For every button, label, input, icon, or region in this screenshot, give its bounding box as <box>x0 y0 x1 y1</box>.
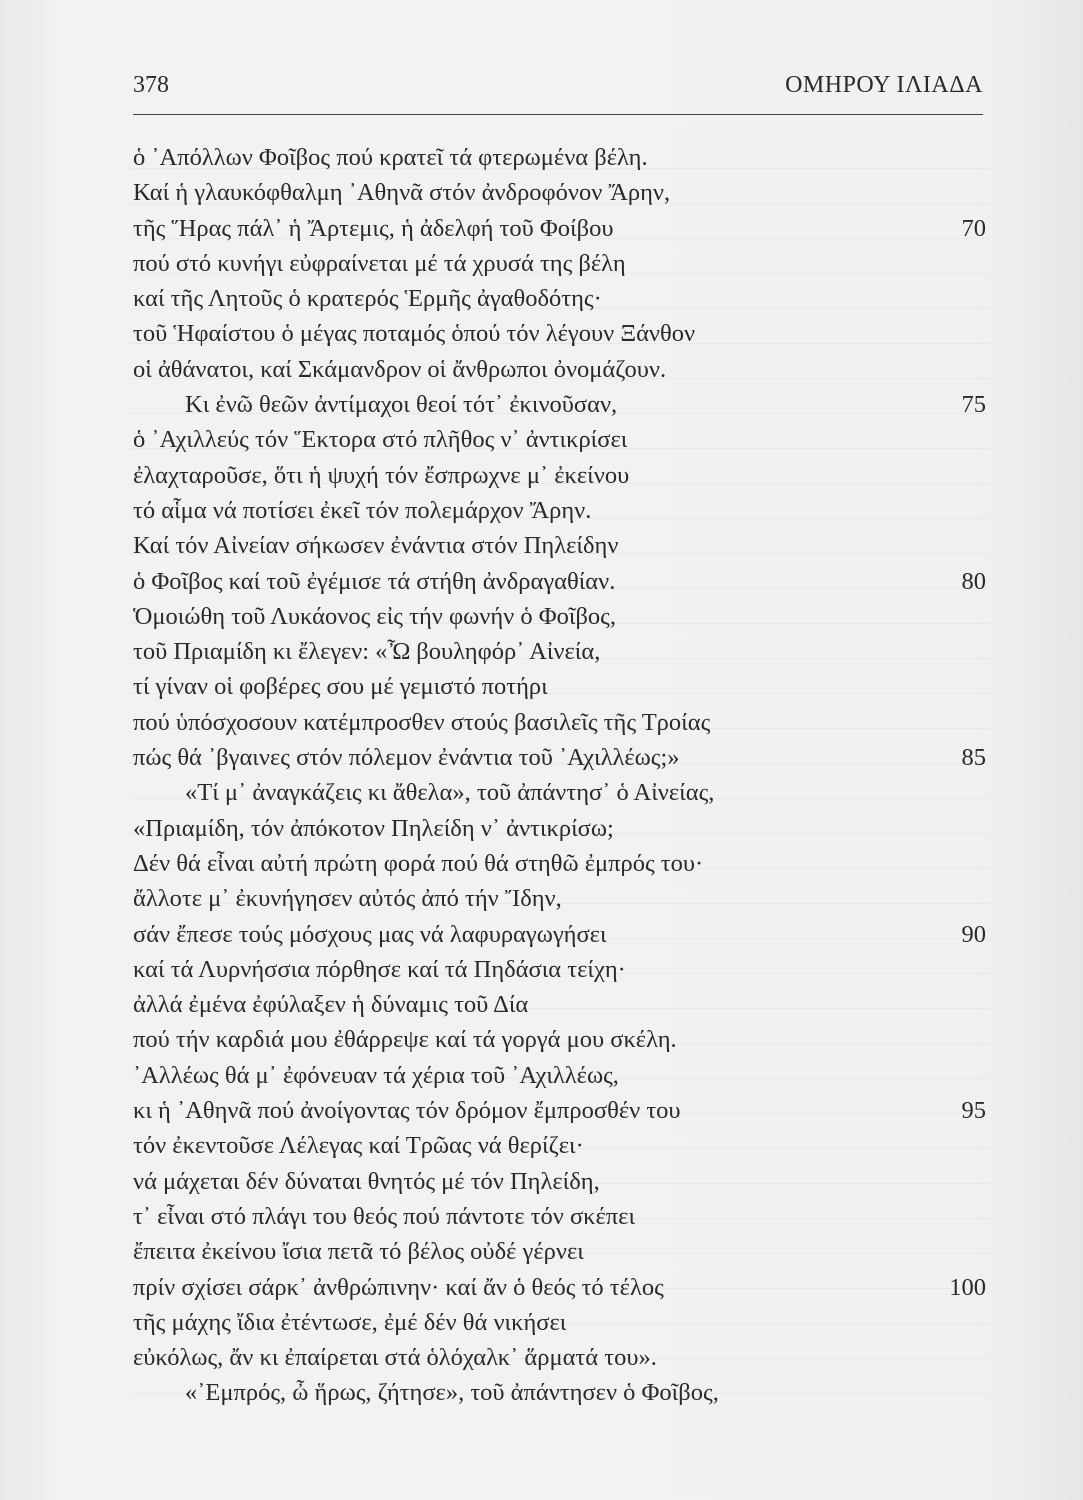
verse-text: τί γίναν οἱ φοβέρες σου μέ γεμιστό ποτήρι <box>133 673 548 701</box>
verse-text: πρίν σχίσει σάρκ᾿ ἀνθρώπινην· καί ἄν ὁ θεός τό τέλος <box>133 1273 664 1301</box>
verse-line <box>133 775 986 810</box>
verse-line <box>133 175 986 210</box>
verse-line <box>133 811 986 846</box>
verse-line <box>133 316 986 351</box>
running-title: ΟΜΗΡΟΥ ΙΛΙΑΔΑ <box>785 72 983 98</box>
verse-text: Καί τόν Αἰνείαν σήκωσεν ἐνάντια στόν Πηλείδην <box>133 532 619 560</box>
verse-text: εὐκόλως, ἄν κι ἐπαίρεται στά ὁλόχαλκ᾿ ἅρματά του». <box>133 1344 657 1372</box>
verse-line <box>133 1234 986 1269</box>
verse-block <box>133 140 986 1411</box>
verse-line <box>133 352 986 387</box>
verse-line <box>133 1199 986 1234</box>
verse-text: Ὁμοιώθη τοῦ Λυκάονος εἰς τήν φωνήν ὁ Φοῖβος, <box>133 602 617 630</box>
verse-text: Δέν θά εἶναι αὐτή πρώτη φορά πού θά στηθῶ ἐμπρός του· <box>133 849 704 877</box>
line-number: 75 <box>961 391 986 419</box>
line-number: 90 <box>961 920 986 948</box>
verse-line <box>133 952 986 987</box>
verse-text: ἐλαχταροῦσε, ὅτι ἡ ψυχή τόν ἔσπρωχνε μ᾿ ἐκείνου <box>133 461 630 489</box>
verse-line <box>133 599 986 634</box>
verse-text: τοῦ Ἡφαίστου ὁ μέγας ποταμός ὁπού τόν λέγουν Ξάνθον <box>133 320 696 348</box>
verse-text: οἱ ἀθάνατοι, καί Σκάμανδρον οἱ ἄνθρωποι ὀνομάζουν. <box>133 355 667 383</box>
verse-text: τῆς Ἥρας πάλ᾿ ἡ Ἄρτεμις, ἡ ἀδελφή τοῦ Φοίβου <box>133 214 614 242</box>
verse-line <box>133 458 986 493</box>
verse-text: τοῦ Πριαμίδη κι ἔλεγεν: «Ὦ βουληφόρ᾿ Αἰνεία, <box>133 638 601 666</box>
verse-line <box>133 1375 986 1410</box>
verse-text: ὁ ᾿Απόλλων Φοῖβος πού κρατεῖ τά φτερωμένα βέλη. <box>133 144 648 171</box>
verse-text: τῆς μάχης ἴδια ἐτέντωσε, ἐμέ δέν θά νικήσει <box>133 1308 567 1336</box>
verse-text: καί τῆς Λητοῦς ὁ κρατερός Ἑρμῆς ἀγαθοδότης· <box>133 285 602 313</box>
page-number: 378 <box>133 72 169 98</box>
verse-line <box>133 917 986 952</box>
page-header <box>133 72 983 104</box>
verse-line <box>133 740 986 775</box>
verse-line <box>133 211 986 246</box>
verse-text: Κι ἐνῶ θεῶν ἀντίμαχοι θεοί τότ᾿ ἐκινοῦσαν, <box>185 391 618 419</box>
verse-text: τό αἷμα νά ποτίσει ἐκεῖ τόν πολεμάρχον Ἄρην. <box>133 496 592 524</box>
verse-text: νά μάχεται δέν δύναται θνητός μέ τόν Πηλείδη, <box>133 1167 600 1195</box>
verse-line <box>133 493 986 528</box>
verse-text: ὁ Φοῖβος καί τοῦ ἐγέμισε τά στήθη ἀνδραγαθίαν. <box>133 567 616 595</box>
line-number: 70 <box>961 214 986 242</box>
line-number: 85 <box>961 744 986 772</box>
verse-line <box>133 987 986 1022</box>
verse-text: «Τί μ᾿ ἀναγκάζεις κι ἄθελα», τοῦ ἀπάντησ᾿ ὁ Αἰνείας, <box>185 779 715 807</box>
verse-line <box>133 422 986 457</box>
line-number: 95 <box>961 1097 986 1125</box>
verse-line <box>133 246 986 281</box>
verse-text: ἔπειτα ἐκείνου ἴσια πετᾶ τό βέλος οὐδέ γέρνει <box>133 1238 584 1266</box>
verse-text: ἀλλά ἐμένα ἐφύλαξεν ἡ δύναμις τοῦ Δία <box>133 991 529 1019</box>
verse-line <box>133 140 986 175</box>
verse-line <box>133 1058 986 1093</box>
verse-line <box>133 634 986 669</box>
verse-text: πού τήν καρδιά μου ἐθάρρεψε καί τά γοργά μου σκέλη. <box>133 1026 677 1054</box>
verse-line <box>133 1164 986 1199</box>
verse-line <box>133 705 986 740</box>
verse-text: Καί ἡ γλαυκόφθαλμη ᾿Αθηνᾶ στόν ἀνδροφόνον Ἄρην, <box>133 179 671 207</box>
verse-text: πώς θά ᾿βγαινες στόν πόλεμον ἐνάντια τοῦ ᾿Αχιλλέως;» <box>133 744 680 772</box>
verse-text: «᾿Εμπρός, ὦ ἥρως, ζήτησε», τοῦ ἀπάντησεν ὁ Φοῖβος, <box>185 1379 719 1407</box>
verse-line <box>133 1305 986 1340</box>
verse-text: «Πριαμίδη, τόν ἀπόκοτον Πηλείδη ν᾿ ἀντικρίσω; <box>133 814 614 842</box>
line-number: 80 <box>961 567 986 595</box>
verse-line <box>133 669 986 704</box>
verse-text: καί τά Λυρνήσσια πόρθησε καί τά Πηδάσια τείχη· <box>133 955 626 983</box>
line-number: 100 <box>949 1273 986 1301</box>
verse-line <box>133 564 986 599</box>
verse-line <box>133 881 986 916</box>
verse-text: τ᾿ εἶναι στό πλάγι του θεός πού πάντοτε τόν σκέπει <box>133 1202 636 1230</box>
verse-text: τόν ἐκεντοῦσε Λέλεγας καί Τρῶας νά θερίζει· <box>133 1132 584 1160</box>
verse-line <box>133 1128 986 1163</box>
verse-line <box>133 846 986 881</box>
verse-text: κι ἡ ᾿Αθηνᾶ πού ἀνοίγοντας τόν δρόμον ἔμπροσθέν του <box>133 1097 681 1125</box>
verse-text: πού ὑπόσχοσουν κατέμπροσθεν στούς βασιλεῖς τῆς Τροίας <box>133 708 711 736</box>
verse-line <box>133 1093 986 1128</box>
verse-text: ᾿Αλλέως θά μ᾿ ἐφόνευαν τά χέρια τοῦ ᾿Αχιλλέως, <box>133 1061 619 1089</box>
header-rule <box>133 114 983 115</box>
verse-line <box>133 1270 986 1305</box>
verse-line <box>133 528 986 563</box>
verse-line <box>133 1022 986 1057</box>
verse-text: πού στό κυνήγι εὐφραίνεται μέ τά χρυσά της βέλη <box>133 249 626 277</box>
verse-line <box>133 1340 986 1375</box>
verse-text: ὁ ᾿Αχιλλεύς τόν Ἕκτορα στό πλῆθος ν᾿ ἀντικρίσει <box>133 426 628 454</box>
verse-text: ἄλλοτε μ᾿ ἐκυνήγησεν αὐτός ἀπό τήν Ἴδην, <box>133 885 562 913</box>
verse-line <box>133 281 986 316</box>
verse-text: σάν ἔπεσε τούς μόσχους μας νά λαφυραγωγήσει <box>133 920 607 948</box>
verse-line <box>133 387 986 422</box>
